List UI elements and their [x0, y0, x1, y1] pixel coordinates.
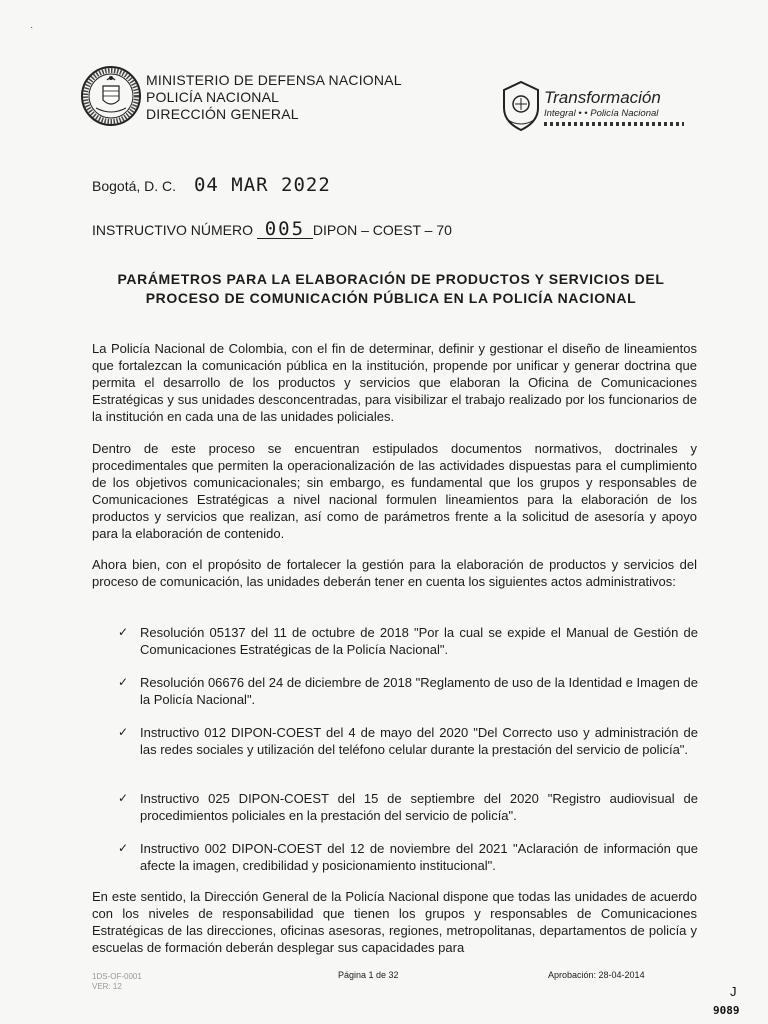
list-item [118, 724, 698, 758]
checkmark-icon: ✓ [118, 675, 129, 689]
police-name: POLICÍA NACIONAL [146, 89, 280, 105]
paragraph-3: Ahora bien, con el propósito de fortalecer la gestión para la elaboración de productos y servicios del proceso de comunicación, las unidades deberán tener en cuenta los siguientes actos administrativos: [92, 557, 697, 589]
checkmark-icon: ✓ [118, 791, 129, 805]
page-number: Página 1 de 32 [338, 970, 399, 980]
handwritten-date: 04 MAR 2022 [193, 174, 331, 196]
list-item-text: Instructivo 002 DIPON-COEST del 12 de noviembre del 2021 "Aclaración de información que afecte la imagen, credibilidad y posicionamiento institucional". [140, 841, 698, 873]
scan-mark: · [30, 22, 34, 33]
transformation-badge-icon [500, 80, 542, 132]
form-version-line: VER: 12 [92, 982, 122, 991]
checkmark-icon: ✓ [118, 725, 129, 739]
instructivo-number: 005 [257, 220, 313, 239]
logo-title: Transformación [544, 88, 661, 107]
police-seal-logo [80, 58, 142, 134]
transformacion-integral-logo [500, 80, 700, 136]
instructivo-label: INSTRUCTIVO NÚMERO [92, 222, 253, 238]
list-item-text: Instructivo 025 DIPON-COEST del 15 de septiembre del 2020 "Registro audiovisual de procedimientos policiales en la prestación del servicio de policía". [140, 791, 698, 823]
document-title: PARÁMETROS PARA LA ELABORACIÓN DE PRODUCTOS Y SERVICIOS DEL PROCESO DE COMUNICACIÓN PÚBLICA EN LA POLICÍA NACIONAL [117, 271, 665, 306]
logo-pattern-line [544, 122, 684, 126]
date-line [92, 174, 331, 196]
paragraph-1: La Policía Nacional de Colombia, con el fin de determinar, definir y gestionar el diseño de lineamientos que fortalezcan la comunicación pública en la institución, propende por unificar y generar doctrina que permita el desarrollo de los productos y servicios que elaboran la Oficina de Comunicaciones Estratégicas y sus unidades desconcentradas, para visibilizar el trabajo realizado por los funcionarios de la institución en cada una de las unidades policiales. [92, 341, 697, 424]
instructivo-code: DIPON – COEST – 70 [312, 222, 452, 238]
paragraph-4: En este sentido, la Dirección General de la Policía Nacional dispone que todas las unidades de acuerdo con los niveles de responsabilidad que tienen los grupos y responsables de Comunicaciones Estratégicas de las direcciones, oficinas asesoras, regiones, metropolitanas, departamentos de policía y escuelas de formación deberán desplegar sus capacidades para [92, 889, 697, 955]
city-label: Bogotá, D. C. [92, 178, 177, 194]
checkmark-icon: ✓ [118, 841, 129, 855]
handwritten-mark: J [730, 984, 737, 999]
list-item [118, 790, 698, 824]
issuer-block [146, 72, 402, 123]
ministry-name: MINISTERIO DE DEFENSA NACIONAL [146, 72, 402, 88]
instructivo-line [92, 220, 452, 239]
form-code [92, 972, 142, 992]
approval-date: Aprobación: 28-04-2014 [548, 970, 645, 980]
checkmark-icon: ✓ [118, 625, 129, 639]
logo-subtitle: Integral • • Policía Nacional [544, 108, 659, 119]
list-item-text: Instructivo 012 DIPON-COEST del 4 de mayo del 2020 "Del Correcto uso y administración de las redes sociales y utilización del teléfono celular durante la prestación del servicio de policía". [140, 725, 698, 757]
list-item [118, 840, 698, 874]
list-item [118, 674, 698, 708]
list-item [118, 624, 698, 658]
list-item-text: Resolución 06676 del 24 de diciembre de 2018 "Reglamento de uso de la Identidad e Imagen de la Policía Nacional". [140, 675, 698, 707]
form-code-line: 1DS-OF-0001 [92, 972, 142, 981]
direction-name: DIRECCIÓN GENERAL [146, 106, 299, 122]
list-item-text: Resolución 05137 del 11 de octubre de 2018 "Por la cual se expide el Manual de Gestión de Comunicaciones Estratégicas de la Policía Nacional". [140, 625, 698, 657]
handwritten-number: 9089 [713, 1004, 740, 1017]
paragraph-2: Dentro de este proceso se encuentran estipulados documentos normativos, doctrinales y procedimentales que permiten la operacionalización de las actividades dispuestas para el cumplimiento de los objetivos comunicacionales; sin embargo, es fundamental que los grupos y responsables de Comunicaciones Estratégicas a nivel nacional formulen lineamientos para la elaboración de los productos y servicios que realizan, así como de parámetros frente a la solicitud de asesoría y apoyo para la elaboración de contenido. [92, 441, 697, 541]
